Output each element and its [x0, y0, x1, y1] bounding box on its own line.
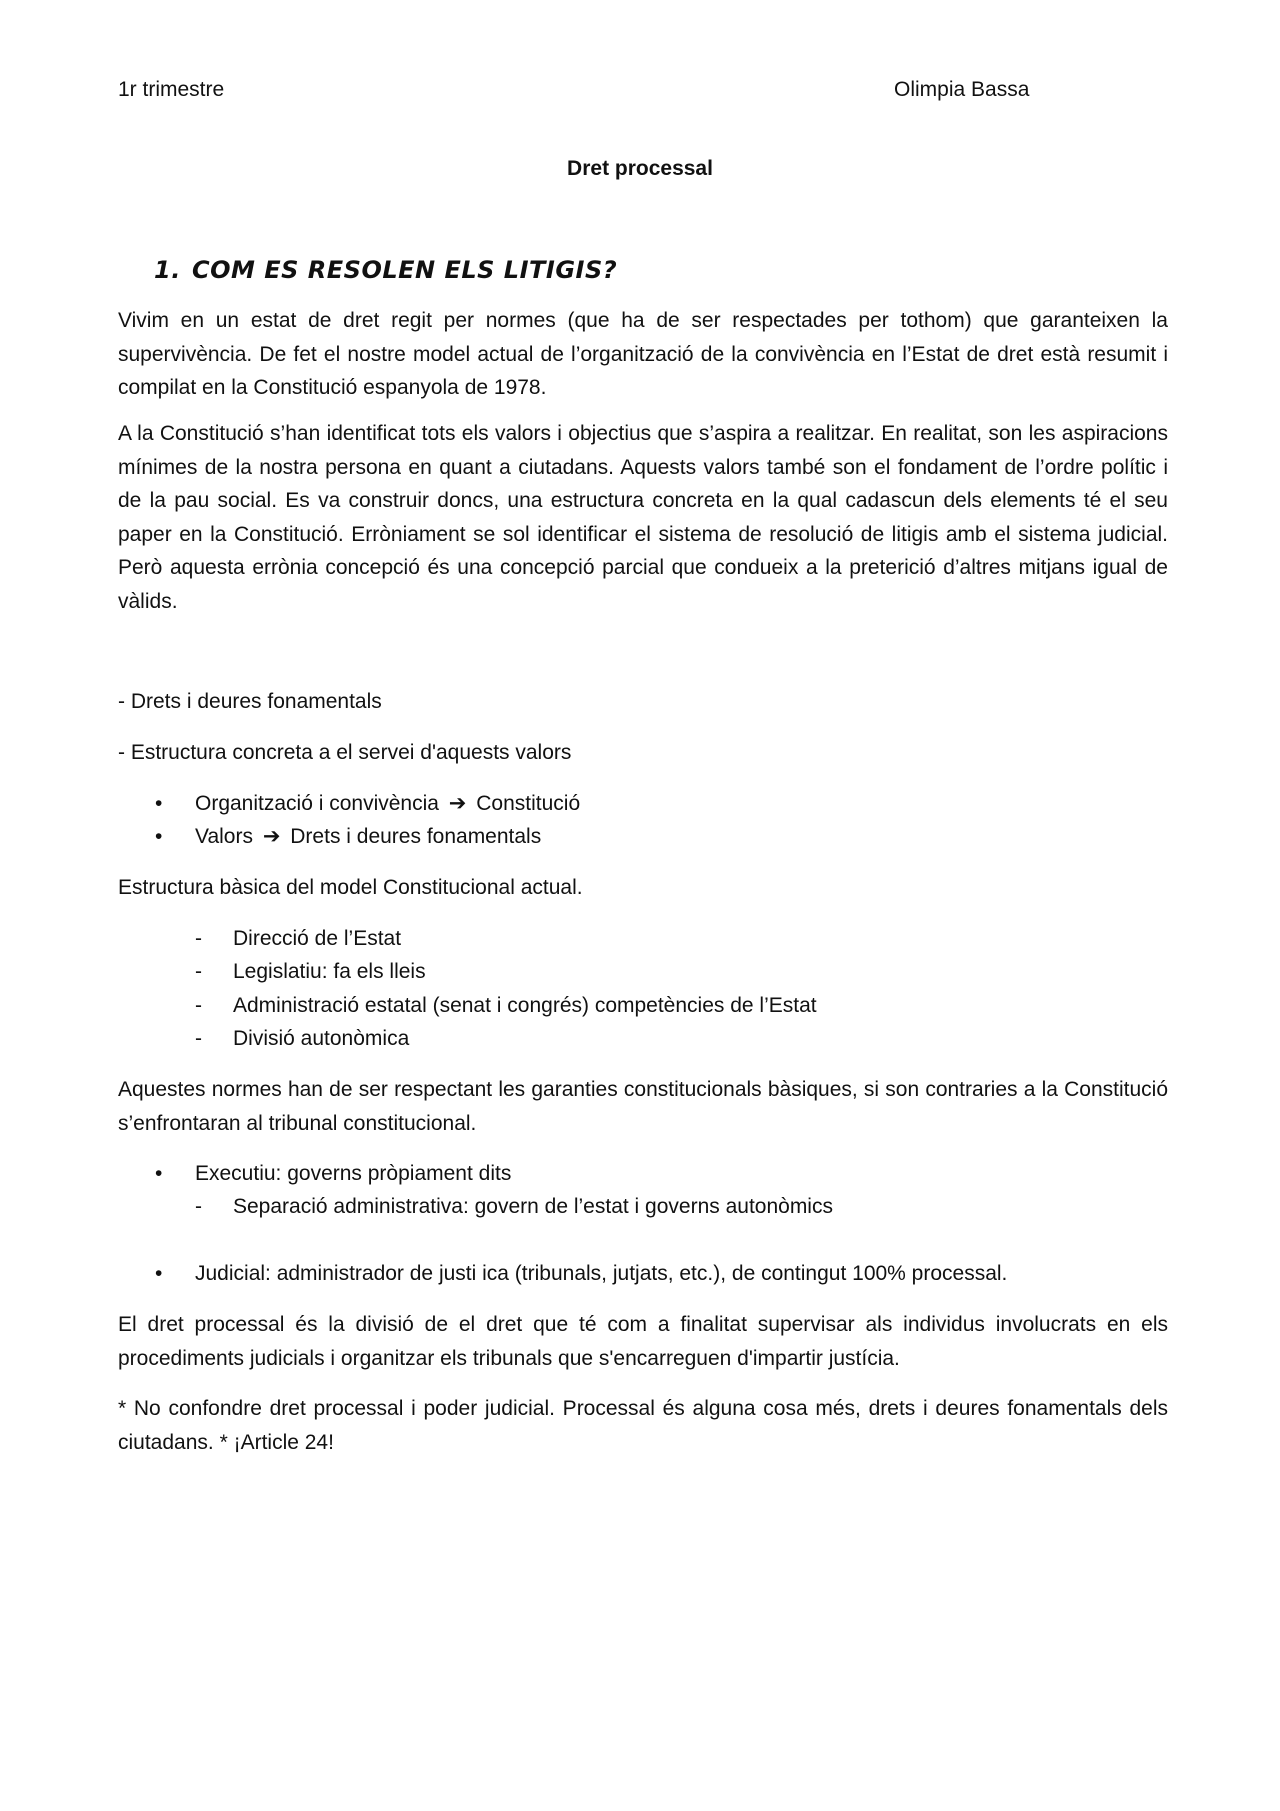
bullet-item-text: Valors [195, 825, 253, 848]
dash-item-direccio: Direcció de l’Estat [233, 927, 402, 950]
line-estructura-concreta: - Estructura concreta a el servei d'aquests valors [118, 741, 572, 764]
paragraph-dret-processal: El dret processal és la divisió de el dret que té com a finalitat supervisar als individus involucrats en els procediments judicials i organitzar els tribunals que s'encarreguen d'impartir justícia. [118, 1313, 1168, 1370]
section-heading-text: COM ES RESOLEN ELS LITIGIS? [192, 256, 618, 284]
line-drets-deures: - Drets i deures fonamentals [118, 690, 382, 713]
right-arrow-icon: ➔ [262, 825, 281, 848]
header-author: Olimpia Bassa [894, 78, 1030, 101]
right-arrow-icon: ➔ [448, 792, 467, 815]
dash-item-administracio: Administració estatal (senat i congrés) competències de l’Estat [233, 994, 817, 1017]
bullet-item-text: Constitució [476, 792, 581, 815]
bullet-mark: • [155, 825, 163, 848]
dash-item-separacio: Separació administrativa: govern de l’estat i governs autonòmics [233, 1195, 833, 1218]
bullet-mark: • [155, 1262, 163, 1285]
paragraph-aquestes-normes: Aquestes normes han de ser respectant les garanties constitucionals bàsiques, si son contraries a la Constitució s’enfrontaran al tribunal constitucional. [118, 1078, 1168, 1135]
section-number: 1. [154, 256, 181, 284]
dash-mark: - [195, 1195, 202, 1218]
bullet-item-judicial: Judicial: administrador de justi ica (tribunals, jutjats, etc.), de contingut 100% processal. [195, 1262, 1008, 1285]
line-estructura-basica: Estructura bàsica del model Constitucional actual. [118, 876, 583, 899]
bullet-item-text: Drets i deures fonamentals [290, 825, 542, 848]
dash-item-legislatiu: Legislatiu: fa els lleis [233, 960, 426, 983]
paragraph-constitucio: A la Constitució s’han identificat tots els valors i objectius que s’aspira a realitzar. En realitat, son les aspiracions mínimes de la nostra persona en quant a ciutadans. Aquests valors també son el fondament de l’ordre polític i de la pau social. Es va construir doncs, una estructura concreta en la qual cadascun dels elements té el seu paper en la Constitució. Erròniament se sol identificar el sistema de resolució de litigis amb el sistema judicial. Però aquesta errònia concepció és una concepció parcial que condueix a la preterició d’altres mitjans igual de vàlids. [118, 422, 1168, 613]
paragraph-nota: * No confondre dret processal i poder judicial. Processal és alguna cosa més, drets i deures fonamentals dels ciutadans. * ¡Article 24! [118, 1397, 1168, 1454]
document-title: Dret processal [567, 157, 713, 180]
section-heading [154, 256, 617, 284]
bullet-item-executiu: Executiu: governs pròpiament dits [195, 1162, 512, 1185]
dash-mark: - [195, 960, 202, 983]
bullet-mark: • [155, 792, 163, 815]
dash-mark: - [195, 994, 202, 1017]
dash-mark: - [195, 927, 202, 950]
bullet-item-text: Organització i convivència [195, 792, 439, 815]
bullet-item-valors [195, 820, 541, 854]
bullet-mark: • [155, 1162, 163, 1185]
dash-mark: - [195, 1027, 202, 1050]
header-trimester: 1r trimestre [118, 78, 225, 101]
dash-item-divisio: Divisió autonòmica [233, 1027, 410, 1050]
paragraph-intro: Vivim en un estat de dret regit per normes (que ha de ser respectades per tothom) que garanteixen la supervivència. De fet el nostre model actual de l’organització de la convivència en l’Estat de dret està resumit i compilat en la Constitució espanyola de 1978. [118, 309, 1168, 399]
bullet-item-organitzacio [195, 787, 580, 821]
